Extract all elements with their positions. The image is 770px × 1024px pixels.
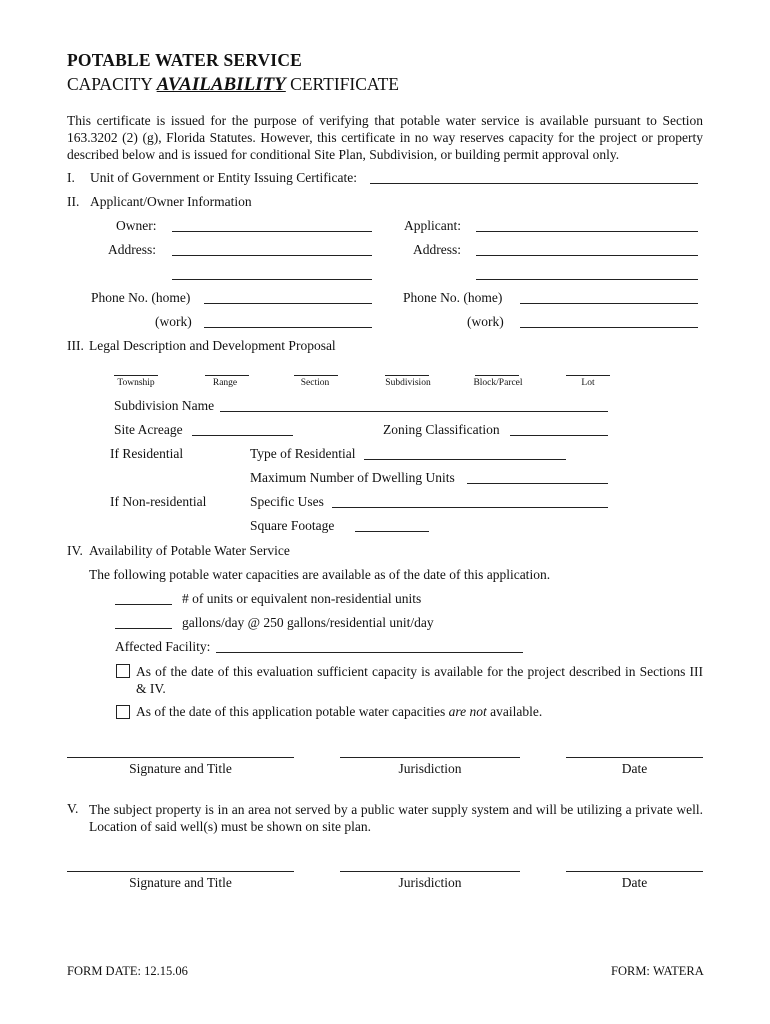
specific-uses-field[interactable] xyxy=(332,507,608,508)
jurisdiction-field-2[interactable] xyxy=(340,871,520,872)
issuing-entity-field[interactable] xyxy=(370,183,698,184)
form-date: FORM DATE: 12.15.06 xyxy=(67,964,188,978)
range-field[interactable] xyxy=(205,375,249,376)
form-id xyxy=(611,964,704,979)
square-footage-label: Square Footage xyxy=(250,518,335,533)
gallons-field[interactable] xyxy=(115,628,172,629)
jurisdiction-label-2: Jurisdiction xyxy=(398,875,462,890)
township-label: Township xyxy=(117,378,155,388)
subtitle-part3: CERTIFICATE xyxy=(285,74,399,94)
jurisdiction-field-1[interactable] xyxy=(340,757,520,758)
type-residential-label: Type of Residential xyxy=(250,446,356,461)
if-residential-label: If Residential xyxy=(110,446,184,461)
capacity-intro: The following potable water capacities are available as of the date of this application. xyxy=(89,567,551,582)
applicant-phone-work-field[interactable] xyxy=(520,327,698,328)
owner-address-field-2[interactable] xyxy=(172,279,372,280)
owner-label: Owner: xyxy=(116,218,157,233)
applicant-phone-home-field[interactable] xyxy=(520,303,698,304)
lot-label: Lot xyxy=(581,378,595,388)
applicant-phone-home-label: Phone No. (home) xyxy=(403,290,503,305)
subdivision-label: Subdivision xyxy=(385,378,431,388)
section-label: Section xyxy=(300,378,330,388)
form-subtitle xyxy=(67,74,399,96)
signature-label-1: Signature and Title xyxy=(129,761,232,776)
block-parcel-field[interactable] xyxy=(475,375,519,376)
not-available-emphasis: are not xyxy=(448,704,487,719)
owner-phone-home-field[interactable] xyxy=(204,303,372,304)
site-acreage-field[interactable] xyxy=(192,435,293,436)
form-id-label: FORM: xyxy=(611,964,654,978)
max-units-label: Maximum Number of Dwelling Units xyxy=(250,470,455,485)
owner-address-field-1[interactable] xyxy=(172,255,372,256)
section-1-number: I. xyxy=(67,170,75,185)
applicant-address-field-1[interactable] xyxy=(476,255,698,256)
block-parcel-label: Block/Parcel xyxy=(473,378,523,388)
capacity-available-checkbox[interactable] xyxy=(116,664,130,678)
subdivision-field[interactable] xyxy=(385,375,429,376)
section-4-heading: Availability of Potable Water Service xyxy=(89,543,290,558)
not-available-text-a: As of the date of this application potable water capacities xyxy=(136,704,449,719)
section-5-text: The subject property is in an area not served by a public water supply system and will be utilizing a private well. Location of said well(s) must be shown on site plan. xyxy=(89,802,703,834)
subtitle-part1: CAPACITY xyxy=(67,74,157,94)
date-field-2[interactable] xyxy=(566,871,703,872)
issuing-entity-label: Unit of Government or Entity Issuing Certificate: xyxy=(90,170,357,185)
site-acreage-label: Site Acreage xyxy=(114,422,183,437)
affected-facility-label: Affected Facility: xyxy=(115,639,211,654)
applicant-address-label: Address: xyxy=(413,242,461,257)
signature-field-2[interactable] xyxy=(67,871,294,872)
jurisdiction-label-1: Jurisdiction xyxy=(398,761,462,776)
township-field[interactable] xyxy=(114,375,158,376)
section-3-number: III. xyxy=(67,338,84,353)
capacity-not-available-checkbox[interactable] xyxy=(116,705,130,719)
signature-label-2: Signature and Title xyxy=(129,875,232,890)
section-4-number: IV. xyxy=(67,543,83,558)
date-label-1: Date xyxy=(621,761,648,776)
signature-field-1[interactable] xyxy=(67,757,294,758)
section-field[interactable] xyxy=(294,375,338,376)
section-2-number: II. xyxy=(67,194,80,209)
gallons-label: gallons/day @ 250 gallons/residential unit/day xyxy=(182,615,434,630)
owner-address-label: Address: xyxy=(108,242,156,257)
owner-phone-home-label: Phone No. (home) xyxy=(91,290,191,305)
owner-field[interactable] xyxy=(172,231,372,232)
zoning-field[interactable] xyxy=(510,435,608,436)
owner-phone-work-field[interactable] xyxy=(204,327,372,328)
owner-phone-work-label: (work) xyxy=(155,314,192,329)
max-units-field[interactable] xyxy=(467,483,608,484)
date-field-1[interactable] xyxy=(566,757,703,758)
form-title: POTABLE WATER SERVICE xyxy=(67,50,303,70)
section-3-heading: Legal Description and Development Proposal xyxy=(89,338,336,353)
square-footage-field[interactable] xyxy=(355,531,429,532)
intro-paragraph: This certificate is issued for the purpose of verifying that potable water service is available pursuant to Section 163.3202 (2) (g), Florida Statutes. However, this certificate in no way reserves capacity for the project or property described below and is issued for conditional Site Plan, Subdivision, or building permit approval only. xyxy=(67,113,703,162)
subtitle-emphasis: AVAILABILITY xyxy=(156,74,286,95)
type-residential-field[interactable] xyxy=(364,459,566,460)
form-id-value: WATERA xyxy=(653,964,704,978)
range-label: Range xyxy=(212,378,238,388)
affected-facility-field[interactable] xyxy=(216,652,523,653)
zoning-label: Zoning Classification xyxy=(383,422,500,437)
applicant-label: Applicant: xyxy=(404,218,461,233)
units-label: # of units or equivalent non-residential units xyxy=(182,591,422,606)
section-5-number: V. xyxy=(67,801,79,816)
units-field[interactable] xyxy=(115,604,172,605)
not-available-text-b: available. xyxy=(486,704,543,719)
if-nonresidential-label: If Non-residential xyxy=(110,494,207,509)
subdivision-name-label: Subdivision Name xyxy=(114,398,215,413)
lot-field[interactable] xyxy=(566,375,610,376)
section-2-heading: Applicant/Owner Information xyxy=(90,194,252,209)
applicant-field[interactable] xyxy=(476,231,698,232)
capacity-not-available-text xyxy=(136,704,542,720)
date-label-2: Date xyxy=(621,875,648,890)
applicant-address-field-2[interactable] xyxy=(476,279,698,280)
specific-uses-label: Specific Uses xyxy=(250,494,324,509)
capacity-available-text: As of the date of this evaluation sufficient capacity is available for the project described in Sections III & IV. xyxy=(136,664,703,696)
applicant-phone-work-label: (work) xyxy=(467,314,504,329)
subdivision-name-field[interactable] xyxy=(220,411,608,412)
